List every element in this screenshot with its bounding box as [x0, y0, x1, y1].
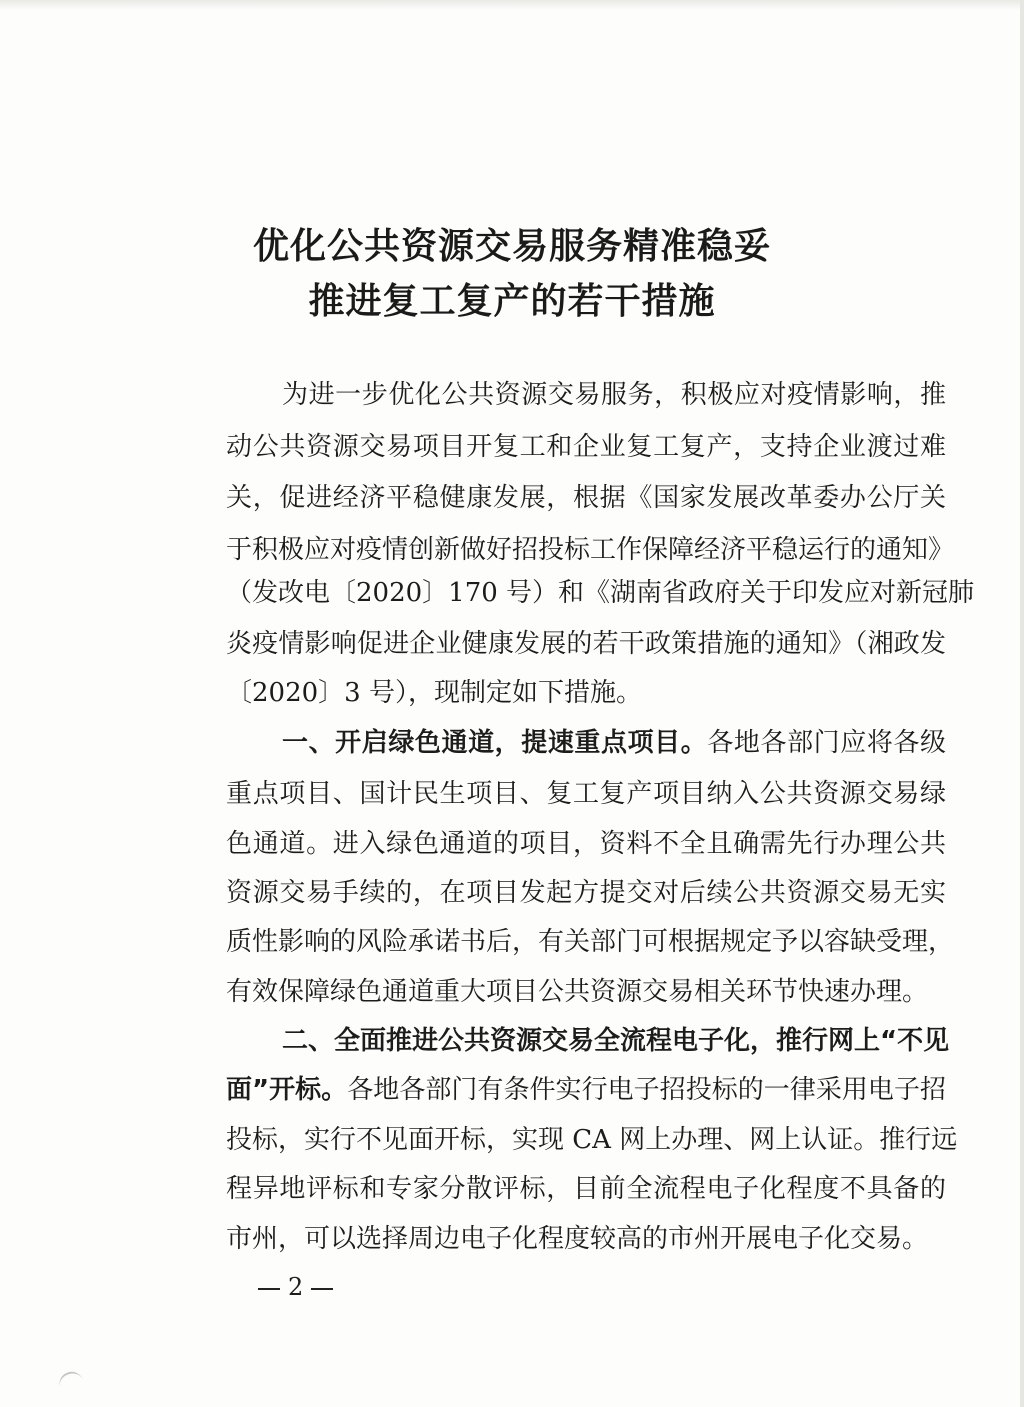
- intro-line: 炎疫情影响促进企业健康发展的若干政策措施的通知》（湘政发: [226, 629, 946, 659]
- document-title-line-1: 优化公共资源交易服务精准稳妥: [252, 226, 771, 267]
- dash-left: [258, 1288, 280, 1290]
- document-title-line-2: 推进复工复产的若干措施: [308, 281, 716, 322]
- section-1-heading: 一、开启绿色通道，提速重点项目。: [282, 728, 708, 758]
- section-1-first-line: [282, 728, 946, 758]
- section-1-line: 资源交易手续的，在项目发起方提交对后续公共资源交易无实: [226, 878, 946, 908]
- section-2-line: 投标，实行不见面开标，实现 CA 网上办理、网上认证。推行远: [226, 1125, 958, 1155]
- section-2-heading-line: [282, 1026, 950, 1056]
- section-2-heading: 二、全面推进公共资源交易全流程电子化，推行网上“不见: [282, 1026, 950, 1056]
- scan-top-edge: [0, 0, 1024, 10]
- section-1-line: 有效保障绿色通道重大项目公共资源交易相关环节快速办理。: [226, 977, 929, 1007]
- section-1-line: 重点项目、国计民生项目、复工复产项目纳入公共资源交易绿: [226, 779, 946, 809]
- section-2-line: 市州，可以选择周边电子化程度较高的市州开展电子化交易。: [226, 1224, 929, 1254]
- section-2-heading-end: 面”开标。: [226, 1075, 348, 1105]
- scan-right-edge: [1020, 0, 1024, 1407]
- intro-line: 于积极应对疫情创新做好招投标工作保障经济平稳运行的通知》: [226, 535, 955, 565]
- intro-line: （发改电〔2020〕170 号）和《湖南省政府关于印发应对新冠肺: [226, 578, 975, 608]
- section-2-text: 各地各部门有条件实行电子招投标的一律采用电子招: [347, 1075, 946, 1105]
- intro-line: 为进一步优化公共资源交易服务，积极应对疫情影响，推: [282, 380, 946, 410]
- dash-right: [311, 1288, 333, 1290]
- intro-line: 关，促进经济平稳健康发展，根据《国家发展改革委办公厅关: [226, 483, 946, 513]
- section-1-line: 色通道。进入绿色通道的项目，资料不全且确需先行办理公共: [226, 829, 946, 859]
- section-1-line: 质性影响的风险承诺书后，有关部门可根据规定予以容缺受理，: [226, 927, 955, 957]
- section-1-text: 各地各部门应将各级: [707, 728, 946, 758]
- intro-line: 动公共资源交易项目开复工和企业复工复产，支持企业渡过难: [226, 432, 946, 462]
- intro-line: 〔2020〕3 号），现制定如下措施。: [226, 678, 642, 708]
- section-2-line: 程异地评标和专家分散评标，目前全流程电子化程度不具备的: [226, 1174, 946, 1204]
- scan-margin-mark: [56, 1369, 83, 1390]
- page-number-value: 2: [288, 1273, 304, 1301]
- section-2-line: [226, 1075, 946, 1105]
- page-number: [250, 1273, 341, 1301]
